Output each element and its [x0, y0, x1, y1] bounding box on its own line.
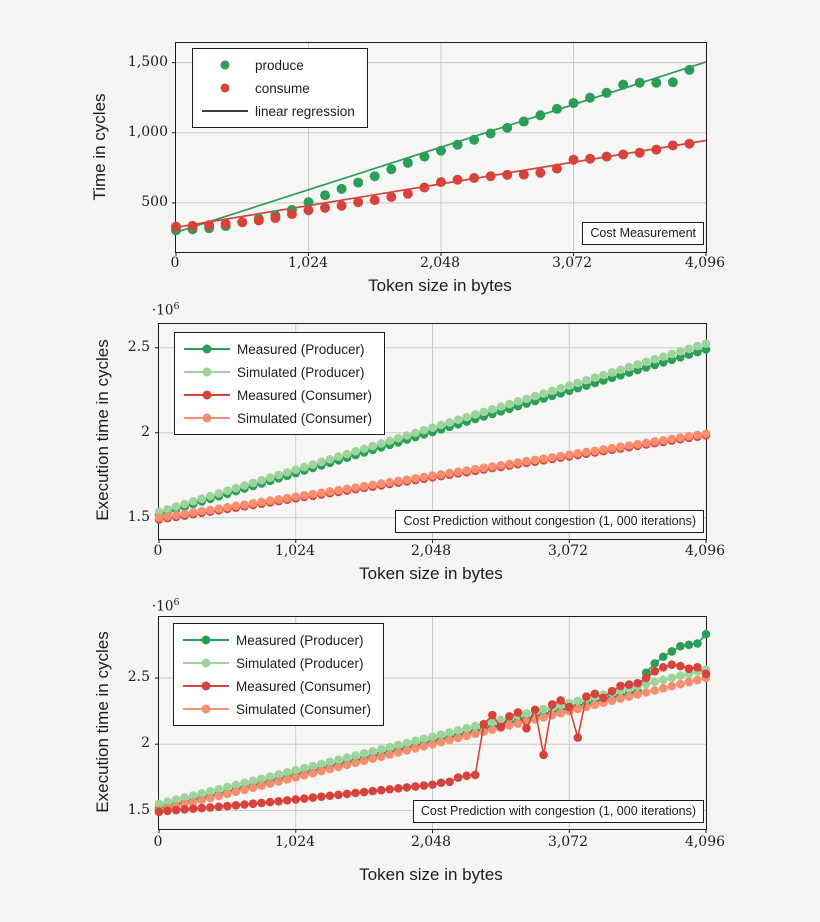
- simulated-consumer-marker-icon: [181, 417, 233, 419]
- x-tick-label: 2,048: [419, 255, 461, 271]
- regression-line-icon: [199, 110, 251, 112]
- x-tick-label: 2,048: [410, 834, 452, 850]
- legend-item-label: linear regression: [255, 103, 355, 119]
- chart-title-box: Cost Measurement: [582, 222, 704, 245]
- simulated-producer-marker-icon: [181, 371, 233, 373]
- y-tick-label: 2: [141, 735, 150, 751]
- legend-item: [180, 701, 371, 717]
- measured-consumer-marker-icon: [180, 685, 232, 687]
- measured-consumer-marker-icon: [181, 394, 233, 396]
- measured-producer-marker-icon: [180, 639, 232, 641]
- simulated-producer-marker-icon: [180, 662, 232, 664]
- legend-item-label: Simulated (Consumer): [237, 410, 373, 426]
- legend-item: [181, 387, 372, 403]
- y-tick-label: 1.5: [127, 509, 150, 525]
- y-axis-label: Execution time in cycles: [93, 339, 112, 521]
- y-tick-label: 1,500: [127, 54, 168, 70]
- legend-item-label: Measured (Consumer): [236, 678, 372, 694]
- y-axis-label: Time in cycles: [90, 93, 109, 201]
- x-tick-label: 3,072: [551, 255, 593, 271]
- legend-cost-measurement: [192, 48, 368, 128]
- chart-title-box: Cost Prediction without congestion (1, 000 iterations): [395, 510, 704, 533]
- legend-item-label: produce: [255, 57, 304, 73]
- legend-item-label: consume: [255, 80, 310, 96]
- legend-item-label: Measured (Producer): [237, 341, 365, 357]
- legend-item-label: Measured (Producer): [236, 632, 364, 648]
- x-tick-label: 4,096: [684, 543, 726, 559]
- legend-prediction-with-congestion: [173, 623, 384, 726]
- y-axis-exponent: $\cdot 10^6$: [152, 301, 180, 319]
- y-tick-label: 2.5: [127, 669, 150, 685]
- y-tick-label: 1.5: [127, 802, 150, 818]
- x-axis-label: Token size in bytes: [359, 564, 503, 583]
- legend-item: [180, 632, 371, 648]
- x-tick-label: 1,024: [287, 255, 329, 271]
- y-axis-exponent: $\cdot 10^6$: [152, 597, 180, 615]
- legend-item-label: Simulated (Producer): [236, 655, 364, 671]
- x-tick-label: 4,096: [684, 255, 726, 271]
- y-tick-label: 2: [141, 424, 150, 440]
- x-tick-label: 3,072: [547, 543, 589, 559]
- chart-title-box: Cost Prediction with congestion (1, 000 iterations): [413, 800, 704, 823]
- x-tick-label: 2,048: [410, 543, 452, 559]
- x-tick-label: 1,024: [274, 834, 316, 850]
- legend-item: [180, 678, 371, 694]
- legend-item-label: Simulated (Producer): [237, 364, 365, 380]
- x-tick-label: 0: [153, 543, 163, 559]
- x-tick-label: 0: [170, 255, 180, 271]
- y-tick-label: 1,000: [127, 124, 168, 140]
- legend-item: [199, 57, 355, 73]
- simulated-consumer-marker-icon: [180, 708, 232, 710]
- x-tick-label: 3,072: [547, 834, 589, 850]
- x-axis-label: Token size in bytes: [368, 276, 512, 295]
- legend-item: [181, 410, 372, 426]
- y-tick-label: 500: [141, 194, 168, 210]
- x-tick-label: 4,096: [684, 834, 726, 850]
- legend-item-label: Simulated (Consumer): [236, 701, 372, 717]
- x-axis-label: Token size in bytes: [359, 865, 503, 884]
- y-tick-label: 2.5: [127, 339, 150, 355]
- legend-item: [181, 341, 372, 357]
- legend-item-label: Measured (Consumer): [237, 387, 373, 403]
- legend-item: [181, 364, 372, 380]
- measured-producer-marker-icon: [181, 348, 233, 350]
- legend-item: [199, 80, 355, 96]
- x-tick-label: 1,024: [274, 543, 316, 559]
- legend-item: [199, 103, 355, 119]
- y-axis-label: Execution time in cycles: [93, 631, 112, 813]
- legend-item: [180, 655, 371, 671]
- x-tick-label: 0: [153, 834, 163, 850]
- legend-prediction-without-congestion: [174, 332, 385, 435]
